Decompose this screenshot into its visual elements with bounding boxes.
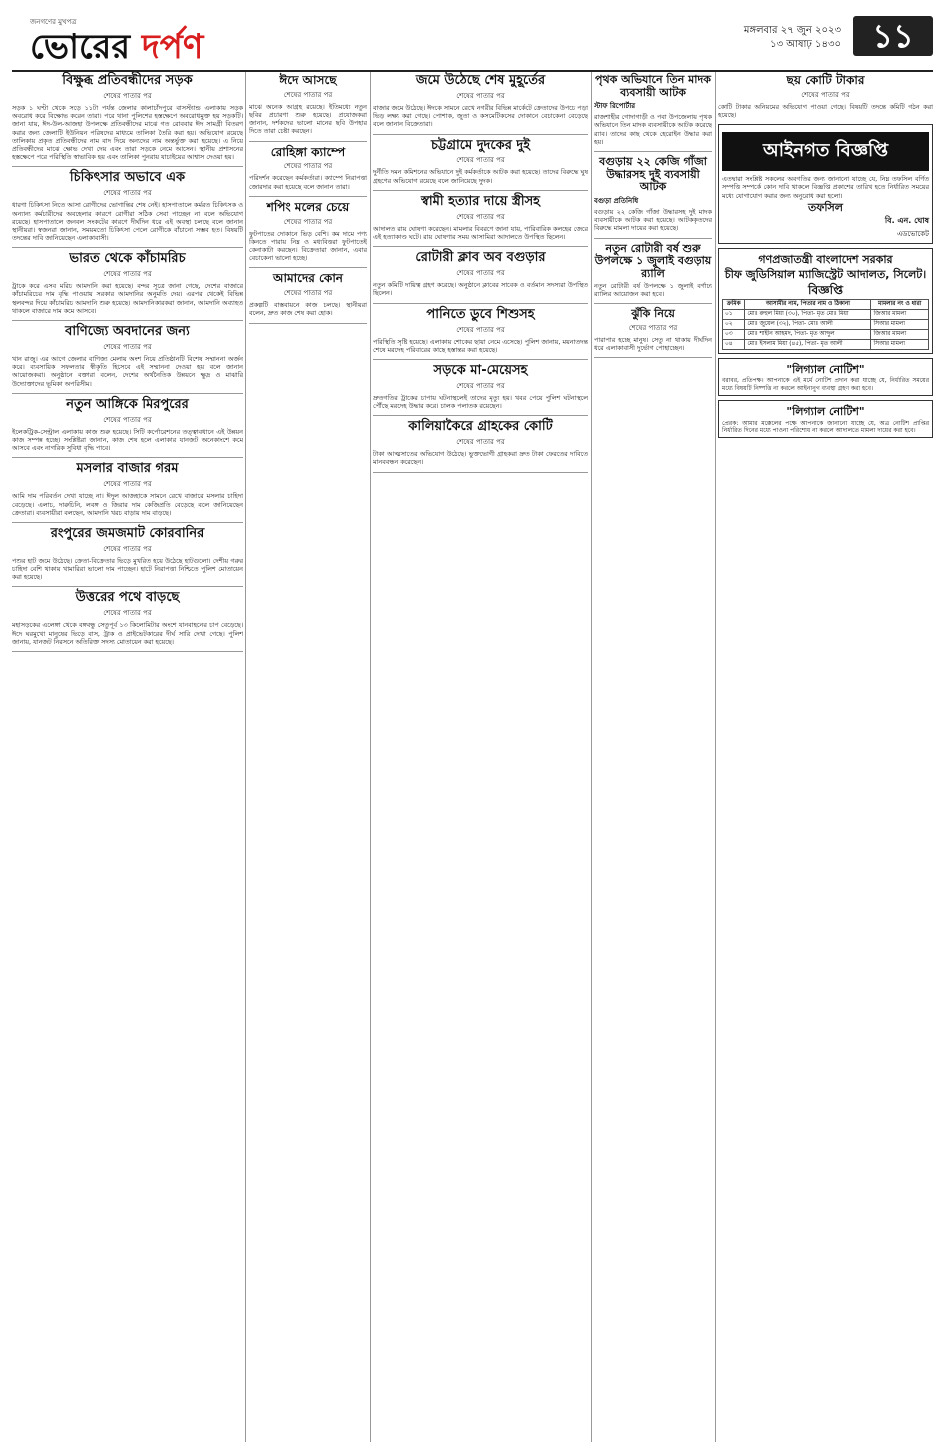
story-divider bbox=[249, 323, 367, 324]
story-continuation: শেষের পাতার পর bbox=[456, 91, 505, 100]
column-divider bbox=[591, 72, 592, 1442]
story bbox=[249, 146, 367, 191]
story-headline: রংপুরের জমজমাট কোরবানির bbox=[50, 525, 205, 541]
story-divider bbox=[373, 303, 588, 304]
story-continuation: শেষের পাতার পর bbox=[103, 609, 152, 618]
story-body: আদালত রায় ঘোষণা করেছেন। মামলার বিবরণে জানা যায়, পারিবারিক কলহের জেরে এই হত্যাকাণ্ড ঘটে। রায় ঘোষণার সময় আসামিরা আদালতে উপস্থিত ছিলেন। bbox=[373, 224, 588, 242]
column-4 bbox=[594, 72, 712, 1442]
logo-name-part1: ভোরের bbox=[30, 27, 131, 67]
table-cell: জিআর মামলা bbox=[871, 329, 929, 339]
table-header-cell: আসামীর নাম, পিতার নাম ও ঠিকানা bbox=[745, 299, 871, 309]
story bbox=[594, 243, 712, 298]
story-divider bbox=[373, 359, 588, 360]
story-body: নতুন কমিটি দায়িত্ব গ্রহণ করেছে। অনুষ্ঠানে ক্লাবের সাবেক ও বর্তমান সদস্যরা উপস্থিত ছিলেন। bbox=[373, 281, 588, 298]
court-notice-label: বিজ্ঞপ্তি bbox=[808, 282, 843, 297]
table-cell: জিআর মামলা bbox=[871, 309, 929, 319]
story-body: আমি দাম পরিবর্তন দেখা যাচ্ছে না। ঈদুল আজহাকে সামনে রেখে বাজারে মসলার চাহিদা বেড়েছে। এলাচ, দারুচিনি, লবঙ্গ ও জিরার দাম কেজিপ্রতি বেড়েছে বলে জানিয়েছেন ক্রেতারা। ব্যবসায়ীরা বলছেন, আমদানি খরচ বাড়ায় দাম বাড়ছে। bbox=[12, 492, 243, 517]
date-block bbox=[744, 24, 841, 52]
story-divider bbox=[373, 190, 588, 191]
table-cell: মোঃ রুহুল মিয়া (৩০), পিতা- মৃত মোঃ মিয়া bbox=[745, 309, 871, 319]
story-headline: নতুন আঙ্গিকে মিরপুরের bbox=[66, 396, 189, 412]
advocate-role: এডভোকেট bbox=[896, 230, 929, 239]
story-body: সড়ক ১ ঘণ্টা থেকে সড়ে ১১টা পর্যন্ত জেলার কালাচাঁদপুরে বাসস্ট্যান্ড এলাকায় সড়ক অবরোধ করে বিক্ষোভ করেন তারা। পরে থানা পুলিশের হস্তক্ষেপে অবরোধমুক্ত হয় সড়কটি। জানা যায়, ঈদ-উল-আজহা উপলক্ষে প্রতিবন্ধীদের মাঝে গত রোববার ঈদ সামগ্রী বিতরণ করার জন্য জেলাটি ইউনিয়ন পরিষদের মাধ্যমে তালিকা তৈরি করা হয়। অভিযোগ রয়েছে তালিকায় প্রকৃত প্রতিবন্ধীদের নাম বাদ দিয়ে অন্যদের নাম অন্তর্ভুক্ত করা হয়েছে। এ নিয়ে প্রতিবন্ধীদের মাঝে ক্ষোভ দেখা দেয় এবং তারা সড়কে নেমে আসেন। স্থানীয় প্রশাসনের হস্তক্ষেপে পরে পরিস্থিতি স্বাভাবিক হয় এবং তালিকা পুনরায় যাচাইয়ের আশ্বাস দেওয়া হয়। bbox=[12, 103, 243, 162]
story-body: মাঝে অনেক আগ্রহ রয়েছে। ইতিমধ্যে নতুন ছবির প্রচারণা শুরু হয়েছে। প্রযোজকরা জানান, দর্শকদের ভালো মানের ছবি উপহার দিতে তারা চেষ্টা করছেন। bbox=[249, 102, 367, 136]
story bbox=[373, 251, 588, 297]
table-row bbox=[723, 329, 929, 339]
table-cell: সিআর মামলা bbox=[871, 319, 929, 329]
story-headline: ছয় কোটি টাকার bbox=[786, 73, 865, 87]
story-continuation: শেষের পাতার পর bbox=[103, 91, 152, 100]
story-body: পরিদর্শন করেছেন কর্মকর্তারা। ক্যাম্পে নিরাপত্তা জোরদার করা হয়েছে বলে জানান তারা। bbox=[249, 174, 367, 191]
story-headline: উত্তরের পথে বাড়ছে bbox=[75, 590, 180, 606]
legal-notice-title: "লিগ্যাল নোটিশ" bbox=[786, 404, 865, 418]
story-continuation: শেষের পাতার পর bbox=[103, 480, 152, 489]
story bbox=[594, 74, 712, 146]
story-body: দুর্নীতি দমন কমিশনের অভিযানে দুই কর্মকর্তাকে আটক করা হয়েছে। তাদের বিরুদ্ধে ঘুষ গ্রহণের অভিযোগ রয়েছে বলে জানিয়েছে দুদক। bbox=[373, 168, 588, 185]
legal-notice-title: "লিগ্যাল নোটিশ" bbox=[786, 362, 865, 376]
story-continuation: শেষের পাতার পর bbox=[456, 325, 505, 334]
story-continuation: শেষের পাতার পর bbox=[283, 217, 333, 226]
story-continuation: শেষের পাতার পর bbox=[801, 90, 850, 99]
story-continuation: শেষের পাতার পর bbox=[103, 343, 152, 351]
table-row bbox=[723, 339, 929, 349]
story-divider bbox=[249, 267, 367, 268]
columns bbox=[12, 72, 933, 1442]
story-body: পশুর হাট জমে উঠেছে। ক্রেতা-বিক্রেতার ভিড়ে মুখরিত হয়ে উঠেছে হাটগুলো। দেশীয় গরুর চাহিদা বেশি থাকায় খামারিরা ভালো দাম পাচ্ছেন। হাটে নিরাপত্তা নিশ্চিতে পুলিশ মোতায়েন করা হয়েছে। bbox=[12, 556, 243, 582]
logo-tagline: জনগণের মুখপত্র bbox=[30, 18, 77, 26]
story-continuation: শেষের পাতার পর bbox=[456, 156, 505, 165]
story-body: খান রাজু। এর আগে জেলার বাণিজ্য মেলায় অংশ নিয়ে প্রতিষ্ঠানটি বিশেষ সম্মাননা অর্জন করে। ব্যবসায়িক সফলতার স্বীকৃতি হিসেবে এই সম্মাননা দেওয়া হয় বলে জানান আয়োজকরা। অনুষ্ঠানে বক্তারা বলেন, দেশের অর্থনৈতিক উন্নয়নে ক্ষুদ্র ও মাঝারি উদ্যোক্তাদের ভূমিকা অপরিসীম। bbox=[12, 355, 243, 388]
story-headline: পানিতে ডুবে শিশুসহ bbox=[426, 306, 535, 322]
story-byline: স্টাফ রিপোর্টার bbox=[594, 102, 636, 111]
story-body: টাকা আত্মসাতের অভিযোগ উঠেছে। ভুক্তভোগী গ্রাহকরা দ্রুত টাকা ফেরতের দাবিতে মানববন্ধন করেছেন। bbox=[373, 450, 588, 467]
story-divider bbox=[249, 141, 367, 142]
court-subtitle: চীফ জুডিসিয়াল ম্যাজিস্ট্রেট আদালত, সিলেট। bbox=[724, 268, 927, 282]
story-continuation: শেষের পাতার পর bbox=[103, 270, 152, 279]
story-headline: জমে উঠেছে শেষ মুহূর্তের bbox=[415, 73, 546, 88]
notice-banner: আইনগত বিজ্ঞপ্তি bbox=[722, 132, 929, 171]
newspaper-logo bbox=[30, 16, 203, 66]
story bbox=[373, 308, 588, 354]
story-body: বগুড়ায় ২২ কেজি গাঁজা উদ্ধারসহ দুই মাদক ব্যবসায়ীকে আটক করা হয়েছে। আটককৃতদের বিরুদ্ধে মামলা দায়ের করা হয়েছে। bbox=[594, 208, 712, 233]
story bbox=[594, 156, 712, 233]
story-headline: মসলার বাজার গরম bbox=[76, 461, 179, 477]
story-headline: শপিং মলের চেয়ে bbox=[266, 199, 350, 214]
table-cell: মোঃ জুয়েল (৩২), পিতা- মোঃ আলী bbox=[745, 319, 871, 329]
legal-notice-body: প্রেরক: আমার মক্কেলের পক্ষে আপনাকে জানানো যাচ্ছে যে, অত্র নোটিশ প্রাপ্তির নির্ধারিত দিনের মধ্যে পাওনা পরিশোধ না করলে আদালতে মামলা দায়ের করা হবে। bbox=[722, 419, 929, 435]
advocate-name: বি. এন. ঘোষ bbox=[884, 216, 929, 226]
story-divider bbox=[12, 522, 243, 523]
story-headline: ঝুঁকি নিয়ে bbox=[631, 306, 675, 320]
story-body: রাজশাহীর গোদাগাড়ী ও পবা উপজেলায় পৃথক অভিযানে তিন মাদক ব্যবসায়ীকে আটক করেছে র‍্যাব। তাদের কাছ থেকে হেরোইন উদ্ধার করা হয়। bbox=[594, 113, 712, 146]
table-cell: ০৪ bbox=[723, 339, 745, 349]
story-headline: সড়কে মা-মেয়েসহ bbox=[433, 362, 528, 378]
story-headline: ঈদে আসছে bbox=[279, 73, 337, 87]
story bbox=[373, 139, 588, 185]
story-divider bbox=[594, 303, 712, 304]
story-body: পারাপার হচ্ছে মানুষ। সেতু না থাকায় দীর্ঘদিন ধরে এলাকাবাসী দুর্ভোগ পোহাচ্ছেন। bbox=[594, 335, 712, 352]
column-5 bbox=[718, 72, 933, 1442]
story-body: বাজার জমে উঠেছে। ঈদকে সামনে রেখে নগরীর বিভিন্ন মার্কেটে ক্রেতাদের উপচে পড়া ভিড় লক্ষ্য করা গেছে। পোশাক, জুতা ও কসমেটিকসের দোকানে বেচাকেনা বেড়েছে বলে জানান বিক্রেতারা। bbox=[373, 103, 588, 129]
story bbox=[12, 74, 243, 161]
table-cell: ০৩ bbox=[723, 329, 745, 339]
story-divider bbox=[373, 246, 588, 247]
column-1 bbox=[12, 72, 243, 1442]
story-divider bbox=[594, 357, 712, 358]
story bbox=[12, 462, 243, 517]
table-cell: ০১ bbox=[723, 309, 745, 319]
table-header-cell: মামলার নং ও ধারা bbox=[871, 299, 929, 309]
table-row bbox=[723, 319, 929, 329]
story-continuation: শেষের পাতার পর bbox=[456, 269, 505, 278]
story bbox=[12, 527, 243, 582]
story-divider bbox=[12, 586, 243, 587]
story-body: মহাসড়কের এলেঙ্গা থেকে বঙ্গবন্ধু সেতুপূর্ব ১৩ কিলোমিটার অংশে যানবাহনের চাপ বেড়েছে। ঈদে ঘরমুখো মানুষের ভিড়ে বাস, ট্রাক ও প্রাইভেটকারের দীর্ঘ সারি দেখা গেছে। পুলিশ জানায়, যানজট নিরসনে অতিরিক্ত সদস্য মোতায়েন করা হয়েছে। bbox=[12, 621, 243, 646]
story-headline: ভারত থেকে কাঁচামরিচ bbox=[69, 251, 186, 267]
story-body: দ্রুতগতির ট্রাকের চাপায় ঘটনাস্থলেই তাদের মৃত্যু হয়। খবর পেয়ে পুলিশ ঘটনাস্থলে পৌঁছে মরদেহ উদ্ধার করে। চালক পলাতক রয়েছেন। bbox=[373, 393, 588, 411]
legal-notice-body: বরাবর, প্রতিপক্ষ। আপনাকে এই মর্মে নোটিশ প্রদান করা যাচ্ছে যে, নির্ধারিত সময়ের মধ্যে বিষয়টি নিষ্পত্তি না করলে আইনানুগ ব্যবস্থা গ্রহণ করা হবে। bbox=[722, 377, 929, 392]
story-body: ধারণা চিকিৎসা নিতে আসা রোগীদের ভোগান্তির শেষ নেই। হাসপাতালে কর্মরত চিকিৎসক ও অন্যান্য কর্মচারীদের অবহেলার কারণে রোগীরা সঠিক সেবা পাচ্ছেন না বলে অভিযোগ রয়েছে। হাসপাতালে জনবল সংকটের কারণে দীর্ঘদিন ধরে এই অবস্থা চলছে বলে জানান স্থানীয়রা। স্বজনরা জানান, সময়মতো চিকিৎসা পেলে রোগীকে বাঁচানো সম্ভব হত। বিষয়টি তদন্তের দাবি জানিয়েছেন এলাকাবাসী। bbox=[12, 201, 243, 243]
story bbox=[12, 252, 243, 315]
story bbox=[718, 74, 933, 119]
column-3 bbox=[373, 72, 588, 1442]
table-header-cell: ক্রমিক bbox=[723, 299, 745, 309]
story-divider bbox=[373, 415, 588, 416]
story bbox=[12, 325, 243, 388]
story bbox=[12, 171, 243, 242]
story-continuation: শেষের পাতার পর bbox=[103, 544, 152, 553]
story-headline: কালিয়াকৈরে গ্রাহকের কোটি bbox=[408, 419, 553, 435]
story-divider bbox=[12, 320, 243, 321]
story-headline: রোহিঙ্গা ক্যাম্পে bbox=[270, 144, 346, 159]
date-bangla: ১৩ আষাঢ় ১৪৩০ bbox=[770, 39, 841, 50]
story-headline: চিকিৎসার অভাবে এক bbox=[69, 170, 186, 186]
story-divider bbox=[12, 457, 243, 458]
story bbox=[373, 195, 588, 241]
schedule-title: তফসিল bbox=[808, 200, 843, 214]
notice-body: এতদ্বারা সংশ্লিষ্ট সকলের অবগতির জন্য জানানো যাচ্ছে যে, নিম্ন তফসিল বর্ণিত সম্পত্তি সম্পর্কে কোন দাবি থাকলে বিজ্ঞপ্তি প্রকাশের তারিখ হতে নির্ধারিত সময়ের মধ্যে যোগাযোগ করার জন্য অনুরোধ করা হলো। bbox=[722, 175, 929, 200]
story-headline: রোটারী ক্লাব অব বগুড়ার bbox=[415, 250, 546, 266]
story-continuation: শেষের পাতার পর bbox=[456, 381, 505, 390]
story-divider bbox=[12, 247, 243, 248]
table-row bbox=[723, 309, 929, 319]
story-divider bbox=[373, 134, 588, 135]
story-divider bbox=[594, 151, 712, 152]
table-cell: ০২ bbox=[723, 319, 745, 329]
story-headline: স্বামী হত্যার দায়ে স্ত্রীসহ bbox=[420, 193, 541, 209]
story-headline: বিক্ষুব্ধ প্রতিবন্ধীদের সড়ক bbox=[62, 73, 193, 88]
date-gregorian: মঙ্গলবার ২৭ জুন ২০২৩ bbox=[743, 25, 841, 36]
story-continuation: শেষের পাতার পর bbox=[283, 289, 333, 298]
story-divider bbox=[12, 166, 243, 167]
story-headline: পৃথক অভিযানে তিন মাদক ব্যবসায়ী আটক bbox=[595, 73, 711, 99]
legal-notice-box bbox=[718, 124, 933, 244]
story bbox=[594, 308, 712, 352]
story-headline: নতুন রোটারী বর্ষ শুরু উপলক্ষে ১ জুলাই বগুড়ায় র‍্যালি bbox=[594, 241, 712, 280]
legal-notice-2 bbox=[718, 400, 933, 438]
story bbox=[249, 201, 367, 263]
logo-name bbox=[30, 28, 203, 66]
story-headline: বগুড়ায় ২২ কেজি গাঁজা উদ্ধারসহ দুই ব্যবসায়ী আটক bbox=[599, 155, 707, 194]
page-number: ১১ bbox=[853, 16, 933, 56]
story-headline: বাণিজ্যে অবদানের জন্য bbox=[65, 324, 190, 340]
table-header-row bbox=[723, 299, 929, 309]
table-cell: মোঃ শাহীন আহমদ, পিতা- মৃত আব্দুল bbox=[745, 329, 871, 339]
court-title: গণপ্রজাতন্ত্রী বাংলাদেশ সরকার bbox=[758, 253, 893, 267]
legal-notice-1 bbox=[718, 358, 933, 396]
story-divider bbox=[12, 393, 243, 394]
column-divider bbox=[370, 72, 371, 1442]
story-continuation: শেষের পাতার পর bbox=[283, 162, 333, 171]
column-divider bbox=[245, 72, 246, 1442]
story-body: ট্রাকে করে এসব মরিচ আমদানি করা হয়েছে। বন্দর সূত্রে জানা গেছে, দেশের বাজারে কাঁচামরিচের দাম বৃদ্ধি পাওয়ায় সরকার আমদানির অনুমতি দেয়। এরপর থেকেই বিভিন্ন স্থলবন্দর দিয়ে কাঁচামরিচ আমদানি শুরু হয়েছে। আমদানিকারকরা জানান, আমদানি অব্যাহত থাকলে বাজারে দাম কমে আসবে। bbox=[12, 282, 243, 315]
story-body: ফুটপাতের দোকানে ভিড় বেশি। কম দামে পণ্য কিনতে পারায় নিম্ন ও মধ্যবিত্তরা ফুটপাতেই কেনাকাটা করছেন। বিক্রেতারা জানান, এবার বেচাকেনা ভালো হচ্ছে। bbox=[249, 229, 367, 263]
story-continuation: শেষের পাতার পর bbox=[456, 438, 505, 447]
story-body: পরিস্থিতি সৃষ্টি হয়েছে। এলাকায় শোকের ছায়া নেমে এসেছে। পুলিশ জানায়, ময়নাতদন্ত শেষে মরদেহ পরিবারের কাছে হস্তান্তর করা হয়েছে। bbox=[373, 337, 588, 354]
story-body: নতুন রোটারী বর্ষ উপলক্ষে ১ জুলাই বর্ণাঢ্য র‍্যালির আয়োজন করা হবে। bbox=[594, 281, 712, 298]
story-headline: চট্টগ্রামে দুদকের দুই bbox=[431, 137, 530, 153]
story bbox=[373, 364, 588, 410]
story bbox=[249, 272, 367, 317]
story-continuation: শেষের পাতার পর bbox=[283, 90, 333, 99]
story-divider bbox=[594, 238, 712, 239]
story bbox=[12, 398, 243, 453]
story-divider bbox=[12, 651, 243, 652]
story bbox=[373, 420, 588, 466]
story bbox=[12, 591, 243, 646]
story-body: কোটি টাকার অনিয়মের অভিযোগ পাওয়া গেছে। বিষয়টি তদন্তে কমিটি গঠন করা হয়েছে। bbox=[718, 102, 933, 119]
story bbox=[373, 74, 588, 129]
story-continuation: শেষের পাতার পর bbox=[628, 323, 678, 332]
story-body: প্রকল্পটি বাস্তবায়নে কাজ চলছে। স্থানীয়রা বলেন, দ্রুত কাজ শেষ করা হোক। bbox=[249, 301, 367, 318]
story-body: ইলেকট্রিক-সেন্ট্রাল এলাকায় কাজ শুরু হয়েছে। সিটি কর্পোরেশনের তত্ত্বাবধানে এই উন্নয়ন কাজ সম্পন্ন হচ্ছে। সংশ্লিষ্টরা জানান, কাজ শেষ হলে এলাকার যানজট অনেকাংশে কমে আসবে এবং নাগরিক সুবিধা বৃদ্ধি পাবে। bbox=[12, 427, 243, 453]
court-notice-box bbox=[718, 248, 933, 353]
story bbox=[249, 74, 367, 136]
table-cell: সিআর মামলা bbox=[871, 339, 929, 349]
table-cell: মোঃ ইসলাম মিয়া (৪৫), পিতা- মৃত আলী bbox=[745, 339, 871, 349]
masthead bbox=[12, 10, 933, 72]
story-continuation: শেষের পাতার পর bbox=[456, 212, 505, 221]
accused-table bbox=[722, 299, 929, 350]
story-byline: বগুড়া প্রতিনিধি bbox=[594, 197, 639, 206]
column-divider bbox=[715, 72, 716, 1442]
logo-name-part2: দর্পণ bbox=[141, 27, 204, 67]
story-continuation: শেষের পাতার পর bbox=[103, 189, 152, 198]
story-headline: আমাদের কোন bbox=[273, 271, 343, 286]
story-divider bbox=[249, 196, 367, 197]
story-divider bbox=[373, 472, 588, 473]
story-continuation: শেষের পাতার পর bbox=[103, 415, 152, 424]
column-2 bbox=[249, 72, 367, 1442]
